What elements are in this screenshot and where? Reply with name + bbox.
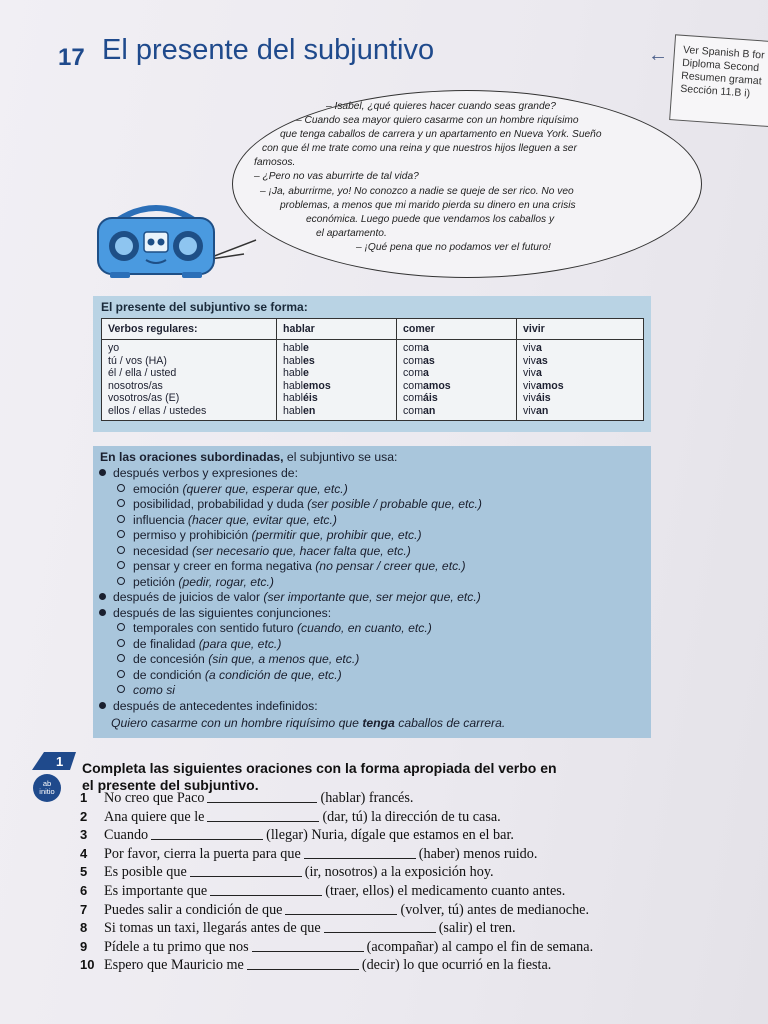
pronoun-column: [102, 340, 277, 421]
verb-form: hable: [283, 342, 309, 354]
verb-form: hablemos: [283, 379, 331, 392]
answer-blank[interactable]: [247, 957, 359, 970]
circle-bullet-icon: [117, 499, 125, 507]
pronoun: vosotros/as (E): [108, 392, 180, 405]
dialogue-line: que tenga caballos de carrera y un apartamento en Nueva York. Sueño: [280, 129, 602, 141]
dialogue-line: – Isabel, ¿qué quieres hacer cuando seas grande?: [326, 101, 556, 112]
rule-bullet-item: después de juicios de valor (ser importante que, ser mejor que, etc.): [99, 590, 481, 605]
rule-subitem: como si: [117, 683, 175, 698]
verb-form: vivamos: [523, 379, 564, 392]
verb-form: vivas: [523, 354, 548, 367]
verb-form: hables: [283, 354, 315, 367]
dialogue-line: el apartamento.: [316, 227, 387, 239]
bullet-icon: [99, 469, 106, 476]
dialogue-line: – ¿Pero no vas aburrirte de tal vida?: [254, 171, 419, 183]
hablar-column: [277, 340, 397, 421]
usage-intro: En las oraciones subordinadas, el subjuntivo se usa:: [100, 450, 398, 464]
usage-rules-panel: [93, 446, 651, 738]
ab-initio-badge: ab initio: [33, 774, 61, 802]
pronoun: yo: [108, 342, 120, 354]
dialogue-line: – ¡Qué pena que no podamos ver el futuro!: [356, 241, 551, 253]
rule-subitem: de condición (a condición de que, etc.): [117, 668, 342, 683]
textbook-page: 17 El presente del subjuntivo ← Ver Spanish B for Diploma Second Resumen gramat Sección 11.B i) – Isabel, ¿qué quieres hacer cuando seas grande? – Cuando sea mayor quiero casarme con un hombre riquísimo que tenga caballos de carrera y un apartamento en Nueva York. Sueño con que él me trate como una reina y que nuestros hijos lleguen a ser famosos. – ¿Pero no vas aburrirte de tal vida? – ¡Ja, aburrirme, yo! No conozco a nadie se queje de ser rico. No veo problemas, a menos que mi marido pierda su dinero en una crisis económica. Luego puede que vendamos los caballos y el apartamento. – ¡Qué pena que no podamos ver el futuro! El presente del subjuntivo se forma: Verbos regulares: hablar comer vivir yo tú / vos (HA) él / ella / usted nosotros/as vosotros/as (E) ellos / ellas / ustedes hable hables hable hablemos habléis hablen coma comas coma comamos comáis coman viva vivas viva vivamos viváis vivan En las oraciones subordinadas, el subjuntivo se usa: Quiero casarme con un hombre riquísimo que tenga caballos de carrera. después verbos y expresiones de: emoción (querer que, esperar que, etc.) posibilidad, probabilidad y duda (ser posible / probable que, etc.) influencia (hacer que, evitar que, etc.) permiso y prohibición (permitir que, prohibir que, etc.) necesidad (ser necesario que, hacer falta que, etc.) pensar y creer en forma negativa (no pensar / creer que, etc.) petición (pedir, rogar, etc.) después de juicios de valor (ser importante que, ser mejor que, etc.) después de las siguientes conjunciones: temporales con sentido futuro (cuando, en cuanto, etc.) de finalidad (para que, etc.) de concesión (sin que, a menos que, etc.) de condición (a condición de que, etc.) como si después de antecedentes indefinidos: 1 ab initio Completa las siguientes oraciones con la forma apropiada del verbo en el presente del subjuntivo. 1 No creo que Paco (hablar) francés. 2 Ana quiere que le (dar, tú) la dirección de tu casa. 3 Cuando (llegar) Nuria, dígale que estamos en el bar. 4 Por favor, cierra la puerta para que (haber) menos ruido. 5 Es posible que (ir, nosotros) a la exposición hoy. 6 Es importante que (traer, ellos) el medicamento cuanto antes. 7 Puedes salir a condición de que (volver, tú) antes de medianoche. 8 Si tomas un taxi, llegarás antes de que (salir) el tren. 9 Pídele a tu primo que nos (acompañar) al campo el fin de semana. 10 Espero que Mauricio me (decir) lo que ocurrió en la fiesta.: [0, 0, 768, 1024]
chapter-title: El presente del subjuntivo: [102, 34, 435, 66]
sentence-number: 1: [80, 790, 88, 805]
radio-character-icon: [96, 200, 216, 280]
answer-blank[interactable]: [151, 827, 263, 840]
rule-bullet-item: después verbos y expresiones de:: [99, 466, 298, 481]
pronoun: tú / vos (HA): [108, 354, 167, 367]
vivir-column: [517, 340, 644, 421]
reference-line: Resumen gramat: [680, 69, 763, 88]
sentence-number: 5: [80, 864, 88, 880]
svg-text:1: 1: [56, 754, 64, 769]
rule-subitem: permiso y prohibición (permitir que, prohibir que, etc.): [117, 528, 422, 543]
verb-form: hablen: [283, 404, 316, 417]
rule-bullet-item: después de las siguientes conjunciones:: [99, 606, 331, 621]
sentence-number: 9: [80, 938, 88, 954]
comer-column: [397, 340, 517, 421]
sentence-number: 2: [80, 808, 88, 824]
usage-example: Quiero casarme con un hombre riquísimo que tenga caballos de carrera.: [111, 716, 506, 730]
verb-form: coma: [403, 342, 429, 354]
circle-bullet-icon: [117, 654, 125, 662]
conjugation-title: El presente del subjuntivo se forma:: [101, 300, 308, 314]
rule-subitem: de concesión (sin que, a menos que, etc.): [117, 652, 359, 667]
pronoun: nosotros/as: [108, 379, 163, 392]
rule-subitem: posibilidad, probabilidad y duda (ser posible / probable que, etc.): [117, 497, 482, 512]
table-header: Verbos regulares:: [102, 319, 277, 340]
answer-blank[interactable]: [207, 809, 319, 822]
sentence-number: 4: [80, 845, 88, 861]
verb-form: comáis: [403, 392, 438, 405]
answer-blank[interactable]: [210, 883, 322, 896]
circle-bullet-icon: [117, 639, 125, 647]
table-header: vivir: [517, 319, 644, 340]
verb-form: coma: [403, 367, 429, 380]
arrow-left-icon: ←: [648, 44, 668, 66]
bullet-icon: [99, 609, 106, 616]
pronoun: él / ella / usted: [108, 367, 177, 380]
sentence-number: 8: [80, 920, 88, 936]
answer-blank[interactable]: [324, 920, 436, 933]
dialogue-line: con que él me trate como una reina y que nuestros hijos lleguen a ser: [262, 143, 577, 155]
reference-line: Sección 11.B i): [679, 82, 751, 100]
chapter-number: 17: [58, 44, 85, 71]
verb-form: viva: [523, 367, 542, 380]
grammar-reference-box: [669, 34, 768, 127]
conjugation-table: [101, 318, 644, 421]
dialogue-line: problemas, a menos que mi marido pierda su dinero en una crisis: [280, 199, 576, 211]
rule-subitem: emoción (querer que, esperar que, etc.): [117, 482, 348, 497]
sentence-number: 10: [80, 957, 95, 973]
answer-blank[interactable]: [285, 902, 397, 915]
dialogue-line: – Cuando sea mayor quiero casarme con un hombre riquísimo: [296, 115, 579, 127]
exercise-instruction: Completa las siguientes oraciones con la forma apropiada del verbo en el presente del subjuntivo.: [82, 760, 557, 793]
verb-form: comas: [403, 354, 435, 367]
answer-blank[interactable]: [304, 846, 416, 859]
rule-subitem: petición (pedir, rogar, etc.): [117, 575, 274, 590]
sentence-number: 6: [80, 883, 88, 898]
rule-subitem: influencia (hacer que, evitar que, etc.): [117, 513, 337, 528]
conjugation-panel: [93, 296, 651, 432]
answer-blank[interactable]: [207, 790, 317, 803]
circle-bullet-icon: [117, 685, 125, 693]
bullet-icon: [99, 702, 106, 709]
rule-bullet-item: después de antecedentes indefinidos:: [99, 699, 318, 714]
verb-form: viva: [523, 342, 542, 354]
verb-form: vivan: [523, 404, 549, 417]
dialogue-line: famosos.: [254, 157, 296, 169]
verb-form: habléis: [283, 392, 318, 405]
dialogue-line: económica. Luego puede que vendamos los caballos y: [306, 213, 555, 225]
verb-form: comamos: [403, 379, 451, 392]
rule-subitem: de finalidad (para que, etc.): [117, 637, 281, 652]
bullet-icon: [99, 593, 106, 600]
circle-bullet-icon: [117, 623, 125, 631]
table-header: hablar: [277, 319, 397, 340]
dialogue-text: [240, 100, 680, 255]
sentence-number: 3: [80, 827, 88, 843]
sentence-number: 7: [80, 901, 88, 917]
circle-bullet-icon: [117, 530, 125, 538]
circle-bullet-icon: [117, 561, 125, 569]
dialogue-line: – ¡Ja, aburrirme, yo! No conozco a nadie se queje de ser rico. No veo: [260, 185, 574, 197]
verb-form: viváis: [523, 392, 551, 405]
circle-bullet-icon: [117, 515, 125, 523]
pronoun: ellos / ellas / ustedes: [108, 404, 207, 417]
reference-line: Ver Spanish B for: [682, 43, 766, 62]
reference-line: Diploma Second: [681, 56, 760, 75]
circle-bullet-icon: [117, 546, 125, 554]
circle-bullet-icon: [117, 670, 125, 678]
verb-form: hable: [283, 367, 309, 380]
circle-bullet-icon: [117, 484, 125, 492]
rule-subitem: pensar y creer en forma negativa (no pensar / creer que, etc.): [117, 559, 466, 574]
rule-subitem: necesidad (ser necesario que, hacer falta que, etc.): [117, 544, 411, 559]
answer-blank[interactable]: [252, 939, 364, 952]
answer-blank[interactable]: [190, 864, 302, 877]
table-header: comer: [397, 319, 517, 340]
circle-bullet-icon: [117, 577, 125, 585]
exercise-number-badge: [30, 750, 76, 772]
rule-subitem: temporales con sentido futuro (cuando, en cuanto, etc.): [117, 621, 432, 636]
verb-form: coman: [403, 404, 436, 417]
